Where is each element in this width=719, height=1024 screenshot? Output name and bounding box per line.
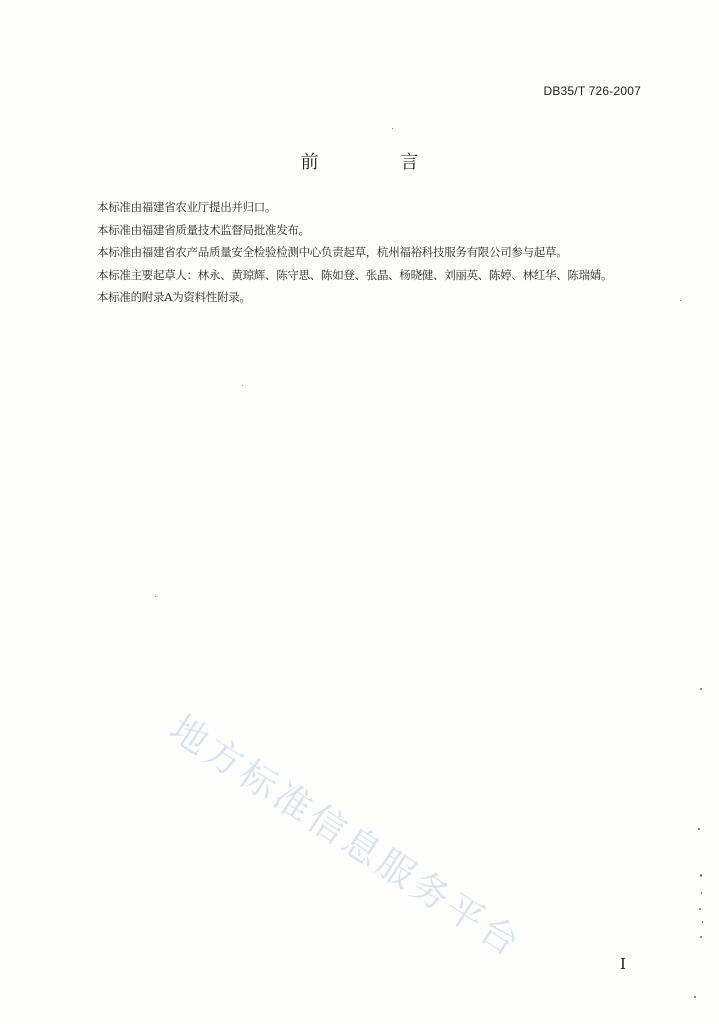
scan-speck (700, 688, 702, 690)
paragraph-drafters: 本标准主要起草人：林永、黄琼辉、陈守思、陈如登、张晶、杨晓健、刘丽英、陈婷、林红华、陈瑞婧。 (97, 267, 613, 282)
watermark: 地方标准信息服务平台 (162, 706, 530, 967)
scan-speck (694, 996, 696, 998)
paragraph-proposer: 本标准由福建省农业厅提出并归口。 (97, 200, 277, 214)
paragraph-appendix: 本标准的附录A为资料性附录。 (97, 290, 251, 304)
scan-speck (701, 892, 702, 894)
standard-code: DB35/T 726-2007 (543, 84, 641, 98)
scan-speck (680, 300, 681, 301)
scan-speck (700, 874, 702, 877)
scan-speck (155, 596, 156, 597)
scan-speck (698, 828, 700, 830)
scan-speck (699, 908, 701, 910)
scan-speck (702, 921, 703, 923)
scan-speck (700, 936, 702, 938)
page-number: I (620, 955, 626, 973)
page-title: 前 言 (300, 152, 457, 173)
scan-speck (392, 128, 393, 129)
paragraph-drafting-units: 本标准由福建省农产品质量安全检验检测中心负责起草，杭州福裕科技服务有限公司参与起草。 (97, 245, 568, 259)
scan-speck (242, 385, 243, 386)
paragraph-approver: 本标准由福建省质量技术监督局批准发布。 (97, 222, 310, 237)
foreword-body (97, 196, 657, 309)
